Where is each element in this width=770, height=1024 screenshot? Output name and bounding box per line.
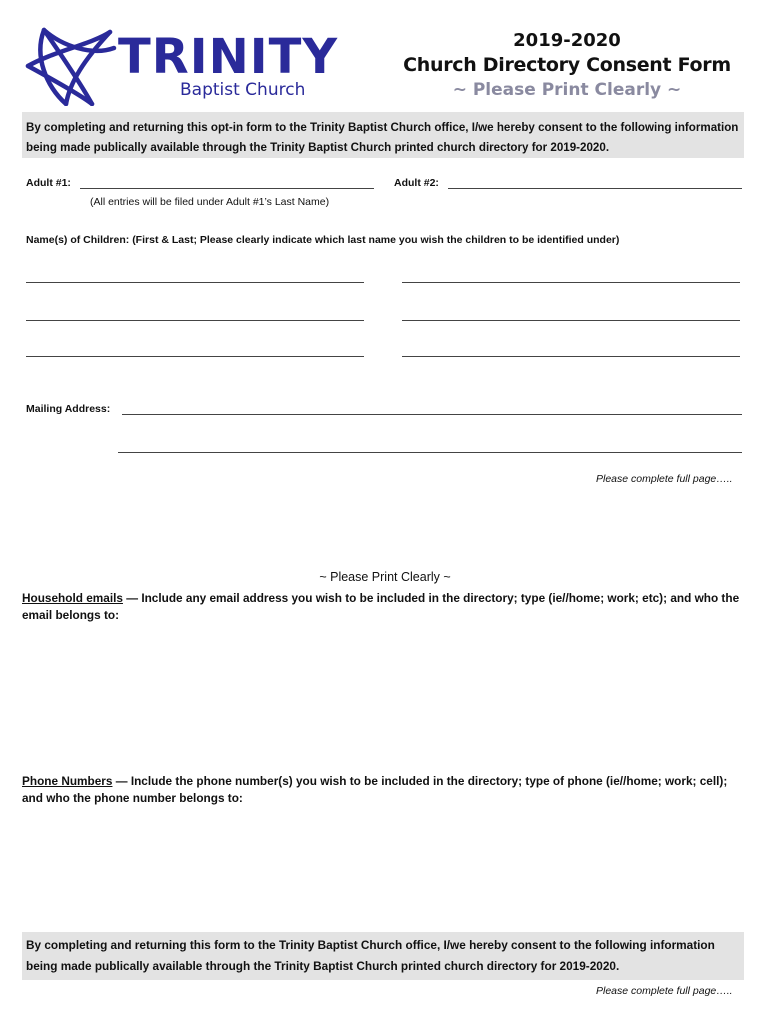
- mailing-label: Mailing Address:: [26, 403, 111, 415]
- phones-instructions: — Include the phone number(s) you wish to be included in the directory; type of phone (ie//home; work; cell); and who the phone number belongs to:: [22, 774, 728, 805]
- adult1-field[interactable]: [80, 188, 374, 189]
- form-title: Church Directory Consent Form: [403, 54, 731, 76]
- consent-intro: By completing and returning this opt-in form to the Trinity Baptist Church office, I/we hereby consent to the following information being made publically available through the Trinity Baptist Church printed church directory for 2019-2020.: [22, 112, 744, 158]
- children-instructions: (First & Last; Please clearly indicate which last name you wish the children to be identified under): [132, 234, 620, 246]
- phones-section: [22, 773, 746, 807]
- adult1-label: Adult #1:: [26, 177, 71, 189]
- print-clearly-header: ~ Please Print Clearly ~: [452, 80, 682, 100]
- children-label-row: [26, 234, 746, 246]
- phones-entry-area[interactable]: [22, 812, 746, 924]
- mailing-field-1[interactable]: [122, 414, 742, 415]
- child-field-3[interactable]: [26, 320, 364, 321]
- child-field-2[interactable]: [402, 282, 740, 283]
- child-field-1[interactable]: [26, 282, 364, 283]
- church-logo: [22, 26, 342, 106]
- child-field-4[interactable]: [402, 320, 740, 321]
- phones-heading: Phone Numbers: [22, 774, 113, 788]
- emails-instructions: — Include any email address you wish to be included in the directory; type (ie//home; work; etc); and who the email belongs to:: [22, 591, 740, 622]
- logo-wordmark: TRINITY: [118, 29, 339, 85]
- print-clearly-note: ~ Please Print Clearly ~: [319, 570, 451, 584]
- child-field-5[interactable]: [26, 356, 364, 357]
- logo-subtitle: Baptist Church: [180, 80, 306, 100]
- emails-entry-area[interactable]: [22, 628, 746, 768]
- trinity-knot-icon: [22, 26, 118, 106]
- emails-heading: Household emails: [22, 591, 123, 605]
- adult2-label: Adult #2:: [394, 177, 439, 189]
- mailing-field-2[interactable]: [118, 452, 742, 453]
- children-label: Name(s) of Children:: [26, 234, 130, 246]
- complete-page-note: Please complete full page…..: [596, 473, 733, 485]
- form-year: 2019-2020: [513, 30, 621, 51]
- complete-page-note-bottom: Please complete full page…..: [596, 985, 733, 997]
- emails-section: [22, 590, 746, 624]
- filing-note: (All entries will be filed under Adult #1’s Last Name): [90, 196, 330, 208]
- adult2-field[interactable]: [448, 188, 742, 189]
- child-field-6[interactable]: [402, 356, 740, 357]
- consent-closing: By completing and returning this form to the Trinity Baptist Church office, I/we hereby consent to the following information being made publically available through the Trinity Baptist Church printed church directory for 2019-2020.: [22, 932, 744, 980]
